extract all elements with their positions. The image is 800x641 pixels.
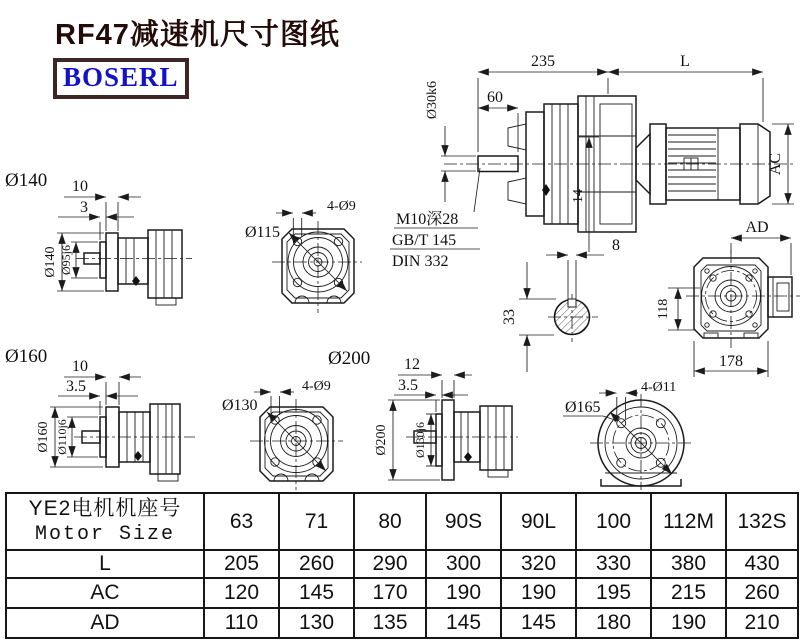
table-row-AD bbox=[6, 608, 798, 638]
motor-size-table bbox=[5, 492, 799, 639]
dim-AD: AD bbox=[745, 219, 769, 236]
dim-f115-holes: 4-Ø9 bbox=[327, 199, 356, 214]
cell: 260 bbox=[279, 550, 354, 578]
header-cn: YE2电机机座号 bbox=[28, 497, 182, 520]
cell: 195 bbox=[576, 578, 651, 608]
cell: 180 bbox=[576, 608, 651, 638]
cell: 430 bbox=[726, 550, 798, 578]
cell: 205 bbox=[204, 550, 279, 578]
dim-f160-35: 3.5 bbox=[66, 378, 86, 395]
cell: 380 bbox=[651, 550, 726, 578]
col-90S: 90S bbox=[426, 493, 501, 550]
motor-fins bbox=[668, 135, 716, 191]
dim-shaft-dia: Ø30k6 bbox=[425, 80, 440, 120]
table-header-motor-size bbox=[6, 493, 204, 550]
header-en: Motor Size bbox=[34, 523, 176, 546]
col-100: 100 bbox=[576, 493, 651, 550]
dim-f160-10: 10 bbox=[72, 358, 88, 375]
col-63: 63 bbox=[204, 493, 279, 550]
dim-f200-dia: Ø200 bbox=[374, 424, 389, 456]
cell: 145 bbox=[426, 608, 501, 638]
label-flange160: Ø160 bbox=[5, 346, 48, 367]
dim-f165-holes: 4-Ø11 bbox=[641, 380, 677, 395]
brand-logo-text: BOSERL bbox=[63, 62, 179, 92]
dim-f200-pilot: Ø130j6 bbox=[413, 422, 427, 458]
cell: 135 bbox=[354, 608, 426, 638]
table-row-L bbox=[6, 550, 798, 578]
cell: 145 bbox=[279, 578, 354, 608]
cell: 145 bbox=[501, 608, 576, 638]
dim-14: 14 bbox=[571, 189, 586, 203]
dim-60: 60 bbox=[487, 89, 503, 106]
rear-view bbox=[656, 219, 800, 377]
table-row-AC bbox=[6, 578, 798, 608]
label-flange200: Ø200 bbox=[328, 348, 371, 369]
cell: 190 bbox=[651, 608, 726, 638]
front-view-115 bbox=[245, 199, 362, 313]
dim-f200-12: 12 bbox=[404, 356, 420, 373]
dim-AC: AC bbox=[767, 152, 784, 176]
col-80: 80 bbox=[354, 493, 426, 550]
dim-f140-dia: Ø140 bbox=[43, 246, 58, 278]
dim-f130-holes: 4-Ø9 bbox=[302, 379, 331, 394]
dim-235: 235 bbox=[531, 53, 555, 70]
dim-178: 178 bbox=[719, 353, 743, 370]
row-label-AC: AC bbox=[6, 578, 204, 608]
dim-f130-bc: Ø130 bbox=[222, 397, 258, 414]
col-90L: 90L bbox=[501, 493, 576, 550]
col-112M: 112M bbox=[651, 493, 726, 550]
dim-f115-bc: Ø115 bbox=[245, 224, 280, 241]
dim-f200-35: 3.5 bbox=[398, 377, 418, 394]
front-view-130 bbox=[222, 348, 370, 490]
main-side-view bbox=[390, 53, 796, 270]
dim-key-height-33: 33 bbox=[501, 309, 518, 325]
page-title: RF47减速机尺寸图纸 bbox=[55, 19, 340, 51]
table-header-row bbox=[6, 493, 798, 550]
oil-plug-mark bbox=[542, 184, 550, 196]
dim-key-width-8: 8 bbox=[612, 237, 620, 254]
cell: 300 bbox=[426, 550, 501, 578]
flange160-side-view bbox=[5, 346, 195, 481]
dim-118: 118 bbox=[656, 298, 671, 320]
note-gb-standard: GB/T 145 bbox=[392, 232, 457, 249]
cell: 215 bbox=[651, 578, 726, 608]
cell: 330 bbox=[576, 550, 651, 578]
shaft-key-section bbox=[501, 237, 620, 372]
cell: 130 bbox=[279, 608, 354, 638]
row-label-L: L bbox=[6, 550, 204, 578]
front-view-165 bbox=[563, 380, 692, 490]
cell: 210 bbox=[726, 608, 798, 638]
dim-f160-dia: Ø160 bbox=[36, 421, 51, 453]
label-flange140: Ø140 bbox=[5, 170, 48, 191]
col-71: 71 bbox=[279, 493, 354, 550]
cell: 190 bbox=[426, 578, 501, 608]
cell: 290 bbox=[354, 550, 426, 578]
cell: 320 bbox=[501, 550, 576, 578]
row-label-AD: AD bbox=[6, 608, 204, 638]
note-thread: M10深28 bbox=[396, 211, 459, 228]
flange200-side-view bbox=[374, 356, 518, 480]
cell: 120 bbox=[204, 578, 279, 608]
dim-f165-bc: Ø165 bbox=[565, 399, 601, 416]
cell: 260 bbox=[726, 578, 798, 608]
dim-L: L bbox=[680, 53, 690, 70]
dim-f140-10: 10 bbox=[72, 178, 88, 195]
flange140-side-view bbox=[5, 170, 192, 305]
note-din-standard: DIN 332 bbox=[392, 253, 449, 270]
cell: 110 bbox=[204, 608, 279, 638]
cell: 170 bbox=[354, 578, 426, 608]
dim-f140-pilot: Ø95j6 bbox=[59, 245, 73, 275]
cell: 190 bbox=[501, 578, 576, 608]
dim-f140-3: 3 bbox=[80, 199, 88, 216]
dim-f160-pilot: Ø110j6 bbox=[55, 419, 69, 455]
col-132S: 132S bbox=[726, 493, 798, 550]
